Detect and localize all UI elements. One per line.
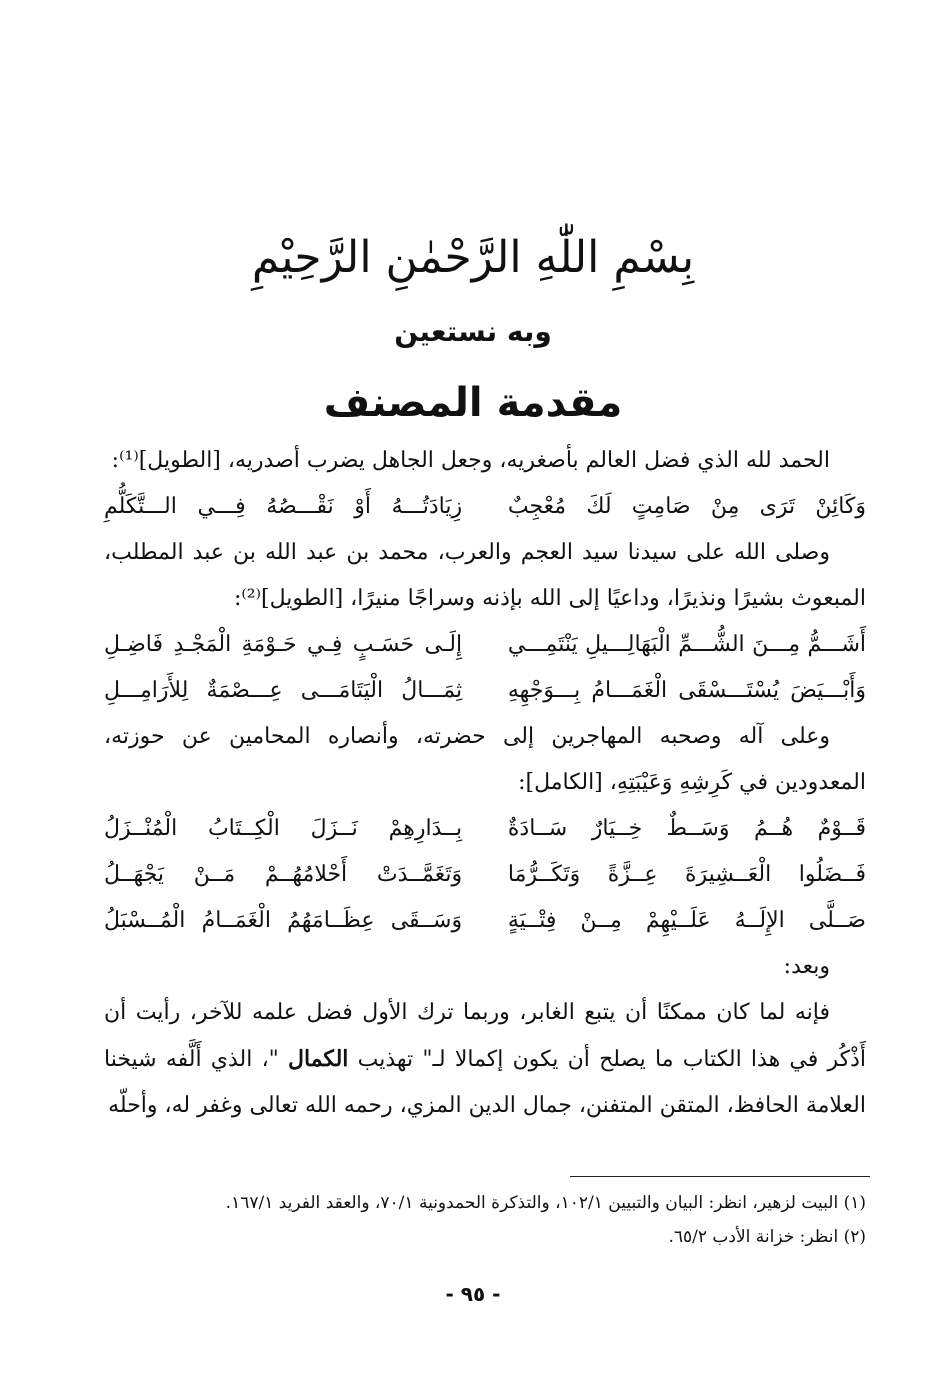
verse-line-5 <box>104 852 866 898</box>
verse-line-2 <box>104 622 866 668</box>
paragraph-4: وبعد: <box>783 954 830 979</box>
footnote-divider <box>570 1176 870 1177</box>
verse-line-3 <box>104 668 866 714</box>
footnotes <box>104 1186 866 1254</box>
book-title-bold: الكمال <box>288 1046 349 1072</box>
page-number: - ٩٥ - <box>445 1282 501 1306</box>
verse-4-second-hemistich: بِــدَارِهِمْ نَــزَلَ الْكِــتَابُ الْمُنْــزَلُ <box>104 816 463 841</box>
page-subtitle: وبه نستعين <box>394 315 552 348</box>
footnote-2: (٢) انظر: خزانة الأدب ٦٥/٢. <box>668 1227 866 1247</box>
verse-1-second-hemistich: زِيَادَتُـــهُ أَوْ نَقْـــصُهُ فِـــي الـــتَّكَلُّمِ <box>104 494 463 519</box>
paragraph-1: الحمد لله الذي فضل العالم بأصغريه، وجعل الجاهل يضرب أصدريه، [الطويل]⁽¹⁾: <box>111 448 830 473</box>
verse-line-6 <box>104 898 866 944</box>
paragraph-5-part-1: فإنه لما كان ممكنًا أن يتبع الغابر، وربما ترك الأول فضل علمه للآخر، رأيت أن أَذْكُر في هذا الكتاب ما يصلح أن يكون إكمالا لـ" تهذيب <box>104 1000 866 1072</box>
paragraph-5 <box>104 990 866 1129</box>
main-text <box>104 438 866 1129</box>
verse-4-first-hemistich: قَــوْمٌ هُــمُ وَسَــطٌ خِــيَارٌ سَــادَةٌ <box>507 816 866 841</box>
paragraph-5-part-2: "، الذي أَلَّفه شيخنا العلامة الحافظ، المتقن المتفنن، جمال الدين المزي، رحمه الله تعالى وغفر له، وأحلّه <box>104 1047 866 1118</box>
verse-6-second-hemistich: وَسَــقَى عِظَــامَهُمُ الْغَمَــامُ الْمُــسْبَلُ <box>104 908 463 933</box>
verse-2-second-hemistich: إِلَـى حَسَـبٍ فِـي حَـوْمَةِ الْمَجْـدِ فَاضِـلِ <box>104 632 463 657</box>
verse-3-first-hemistich: وَأَبْـــيَضَ يُسْتَـــسْقَى الْغَمَـــامُ بِـــوَجْهِهِ <box>507 678 866 703</box>
page-title: مقدمة المصنف <box>323 380 623 426</box>
verse-2-first-hemistich: أَشَـــمُّ مِـــنَ الشُّـــمِّ الْبَهَالِـــيلِ يَنْتَمِـــي <box>507 632 866 657</box>
verse-5-first-hemistich: فَــضَلُوا الْعَــشِيرَةَ عِــزَّةً وَتَكَــرُّمَا <box>507 862 866 887</box>
paragraph-2: وصلى الله على سيدنا سيد العجم والعرب، محمد بن عبد الله بن عبد المطلب، المبعوث بشيرًا ونذيرًا، وداعيًا إلى الله بإذنه وسراجًا منيرًا، [الطويل]⁽²⁾: <box>104 540 866 611</box>
verse-5-second-hemistich: وَتَغَمَّــدَتْ أَحْلامُهُــمْ مَــنْ يَجْهَــلُ <box>104 862 463 887</box>
verse-line-4 <box>104 806 866 852</box>
basmala-calligraphy: بِسْمِ اللّٰهِ الرَّحْمٰنِ الرَّحِيْمِ <box>251 232 695 283</box>
verse-3-second-hemistich: ثِمَـــالُ الْيَتَامَـــى عِـــصْمَةٌ لِلأَرَامِـــلِ <box>104 678 463 703</box>
verse-6-first-hemistich: صَــلَّى الإِلَــهُ عَلَــيْهِمْ مِــنْ فِتْــيَةٍ <box>507 908 866 933</box>
paragraph-3: وعلى آله وصحبه المهاجرين إلى حضرته، وأنصاره المحامين عن حوزته، المعدودين في كَرِشِهِ وَعَيْبَتِهِ، [الكامل]: <box>104 724 866 795</box>
verse-line-1 <box>104 484 866 530</box>
verse-1-first-hemistich: وَكَائِنْ تَرَى مِنْ صَامِتٍ لَكَ مُعْجِبٌ <box>507 494 866 519</box>
footnote-1: (١) البيت لزهير، انظر: البيان والتبيين ١٠٢/١، والتذكرة الحمدونية ٧٠/١، والعقد الفريد ١٦٧/١. <box>225 1193 866 1213</box>
